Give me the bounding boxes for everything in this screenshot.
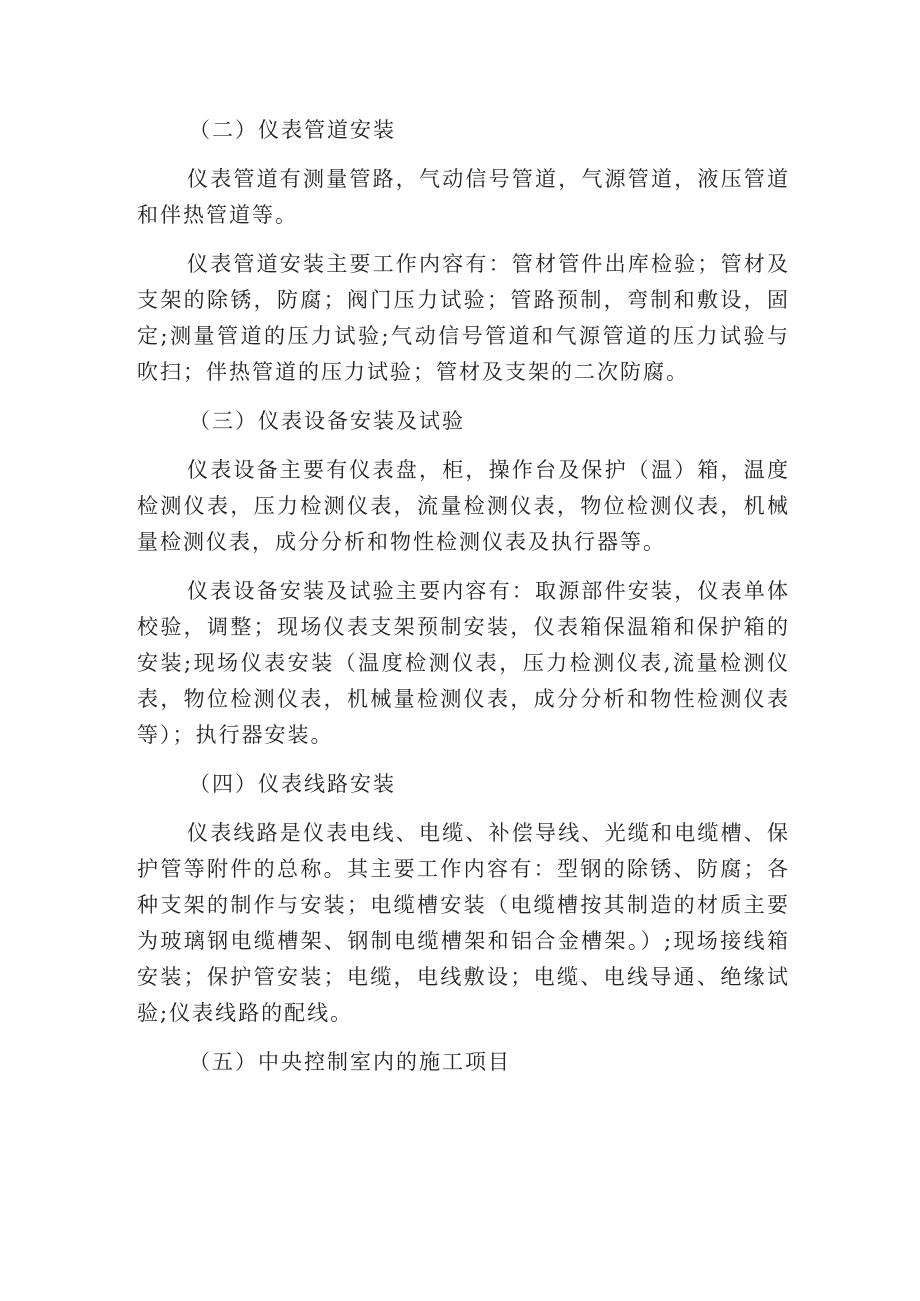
section-heading-3: （三）仪表设备安装及试验 (189, 409, 465, 433)
section-heading-5: （五）中央控制室内的施工项目 (189, 1050, 511, 1074)
paragraph: 仪表管道有测量管路，气动信号管道，气源管道，液压管道和伴热管道等。 (137, 167, 790, 227)
paragraph: 仪表设备主要有仪表盘，柜，操作台及保护（温）箱，温度检测仪表，压力检测仪表，流量检测仪表，物位检测仪表，机械量检测仪表，成分分析和物性检测仪表及执行器等。 (137, 458, 790, 554)
paragraph: 仪表线路是仪表电线、电缆、补偿导线、光缆和电缆槽、保护管等附件的总称。其主要工作内容有：型钢的除锈、防腐；各种支架的制作与安装；电缆槽安装（电缆槽按其制造的材质主要为玻璃钢电缆槽架、钢制电缆槽架和铝合金槽架。）;现场接线箱安装；保护管安装；电缆，电线敷设；电缆、电线导通、绝缘试验;仪表线路的配线。 (137, 821, 790, 1025)
paragraph: 仪表设备安装及试验主要内容有：取源部件安装，仪表单体校验，调整；现场仪表支架预制安装，仪表箱保温箱和保护箱的安装;现场仪表安装（温度检测仪表，压力检测仪表,流量检测仪表，物位检测仪表，机械量检测仪表，成分分析和物性检测仪表等）；执行器安装。 (137, 579, 790, 747)
paragraph: 仪表管道安装主要工作内容有：管材管件出库检验；管材及支架的除锈，防腐；阀门压力试验；管路预制，弯制和敷设，固定;测量管道的压力试验;气动信号管道和气源管道的压力试验与吹扫；伴热管道的压力试验；管材及支架的二次防腐。 (137, 252, 790, 384)
section-heading-2: （二）仪表管道安装 (189, 118, 396, 142)
section-heading-4: （四）仪表线路安装 (189, 772, 396, 796)
